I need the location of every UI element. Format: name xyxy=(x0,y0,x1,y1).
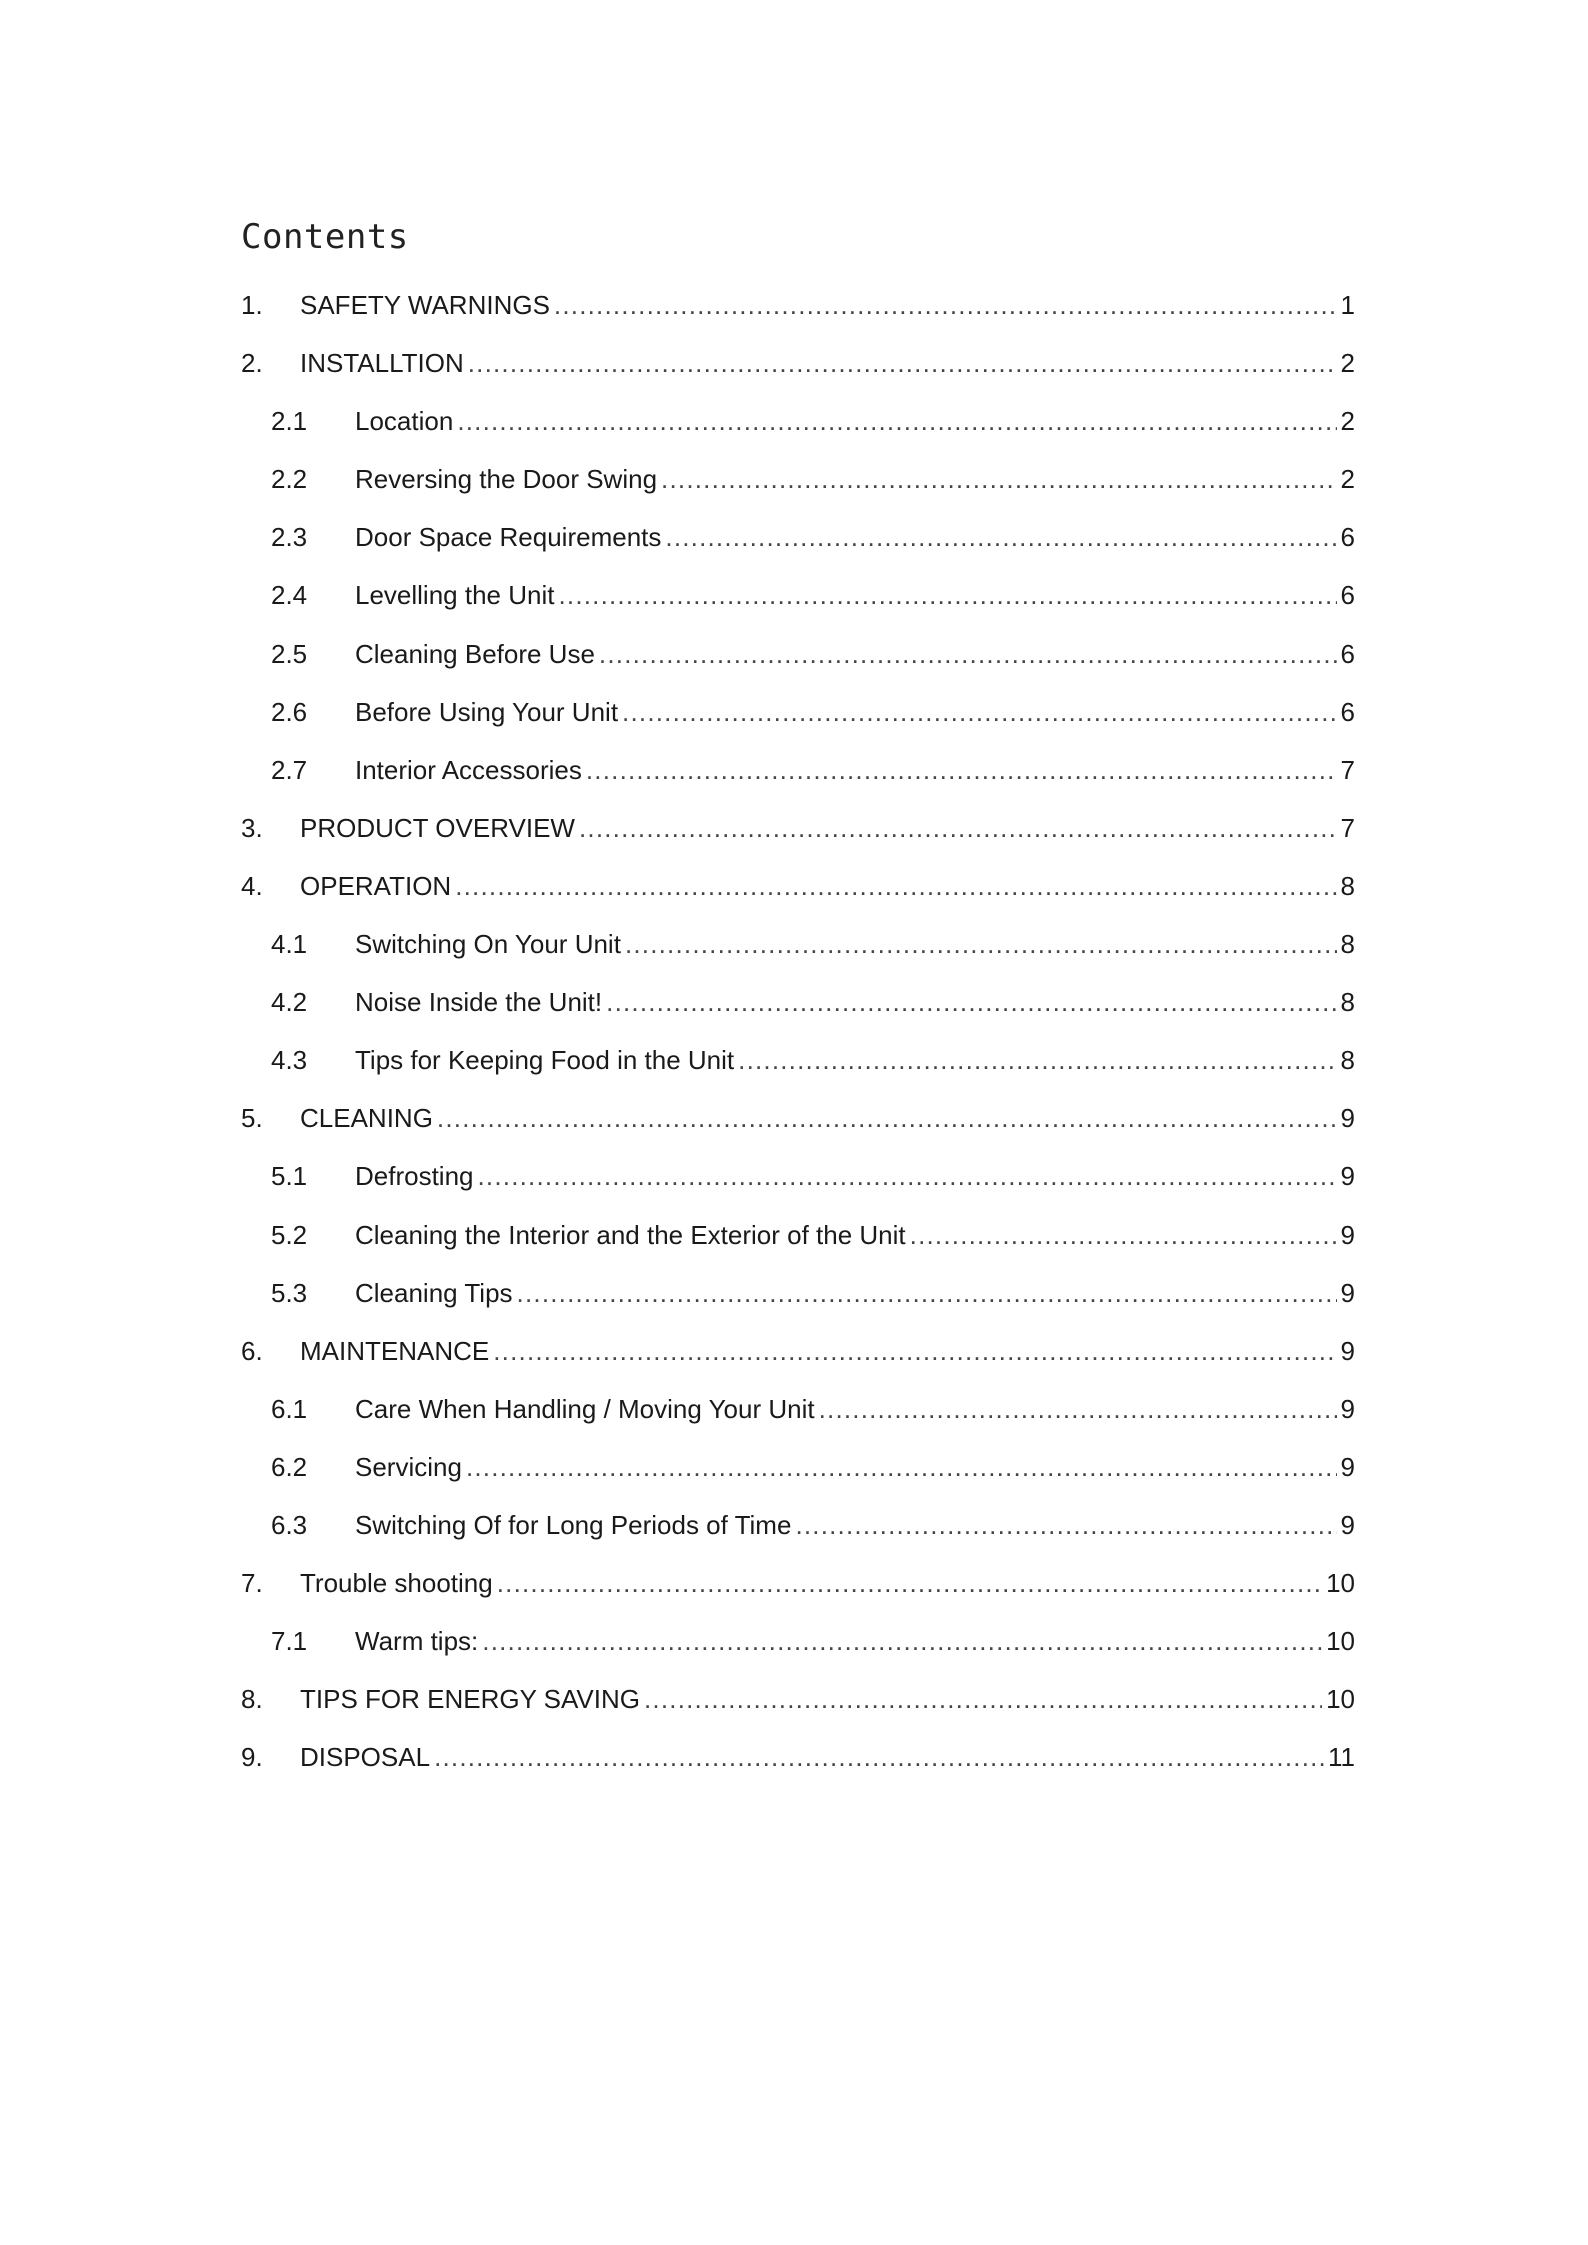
toc-entry-label[interactable]: Defrosting xyxy=(355,1161,474,1192)
dot-leader xyxy=(599,625,1337,683)
toc-entry-number: 1. xyxy=(241,290,263,320)
toc-entry-page-number: 6 xyxy=(1340,522,1355,553)
toc-entry[interactable] xyxy=(241,799,1355,857)
dot-leader xyxy=(579,799,1337,857)
dot-leader xyxy=(478,1147,1337,1205)
toc-entry-page-number: 8 xyxy=(1340,870,1355,901)
toc-entry-page-number: 8 xyxy=(1340,929,1355,960)
toc-entry[interactable] xyxy=(241,973,1355,1031)
toc-entry[interactable] xyxy=(241,450,1355,508)
toc-entry-page-number: 1 xyxy=(1340,290,1355,320)
dot-leader xyxy=(910,1206,1337,1264)
toc-entry[interactable] xyxy=(241,566,1355,624)
toc-entry-number: 4.1 xyxy=(271,929,308,960)
toc-entry-page-number: 7 xyxy=(1340,812,1355,843)
toc-entry-page-number: 6 xyxy=(1340,580,1355,611)
toc-entry-page-number: 2 xyxy=(1340,406,1355,437)
toc-entry-number: 3. xyxy=(241,812,263,843)
dot-leader xyxy=(434,1728,1324,1786)
toc-entry[interactable] xyxy=(241,508,1355,566)
toc-entry-number: 2.1 xyxy=(271,406,308,437)
toc-entry-page-number: 9 xyxy=(1340,1219,1355,1250)
dot-leader xyxy=(482,1612,1322,1670)
toc-entry-label[interactable]: MAINTENANCE xyxy=(300,1335,490,1366)
dot-leader xyxy=(558,566,1336,624)
toc-entry[interactable] xyxy=(241,334,1355,392)
dot-leader xyxy=(644,1670,1322,1728)
toc-entry[interactable] xyxy=(241,276,1355,334)
toc-entry-page-number: 9 xyxy=(1340,1103,1355,1134)
toc-entry-page-number: 11 xyxy=(1328,1742,1355,1773)
toc-entry-page-number: 9 xyxy=(1340,1451,1355,1482)
toc-entry-page-number: 2 xyxy=(1340,464,1355,495)
dot-leader xyxy=(622,683,1336,741)
toc-entry-page-number: 10 xyxy=(1326,1568,1355,1599)
toc-entry-page-number: 2 xyxy=(1340,348,1355,379)
toc-entry[interactable] xyxy=(241,1147,1355,1205)
toc-entry[interactable] xyxy=(241,1089,1355,1147)
dot-leader xyxy=(493,1322,1336,1380)
toc-entry-label[interactable]: Cleaning the Interior and the Exterior of the Unit xyxy=(355,1219,906,1250)
toc-entry-number: 2. xyxy=(241,348,263,379)
toc-entry-label[interactable]: TIPS FOR ENERGY SAVING xyxy=(300,1684,640,1715)
toc-entry[interactable] xyxy=(241,857,1355,915)
toc-entry-label[interactable]: Care When Handling / Moving Your Unit xyxy=(355,1393,815,1424)
toc-entry-page-number: 9 xyxy=(1340,1335,1355,1366)
dot-leader xyxy=(554,276,1337,334)
dot-leader xyxy=(466,1438,1337,1496)
toc-entry-label[interactable]: Door Space Requirements xyxy=(355,522,662,553)
toc-entry-number: 9. xyxy=(241,1742,263,1773)
toc-entry-number: 6.2 xyxy=(271,1451,308,1482)
toc-entry-page-number: 6 xyxy=(1340,638,1355,669)
toc-entry-number: 5.2 xyxy=(271,1219,308,1250)
dot-leader xyxy=(606,973,1336,1031)
toc-entry-label[interactable]: Warm tips: xyxy=(355,1626,479,1657)
toc-entry-number: 4.2 xyxy=(271,987,308,1018)
toc-entry-number: 2.7 xyxy=(271,754,308,785)
dot-leader xyxy=(517,1264,1337,1322)
toc-entry-label[interactable]: Levelling the Unit xyxy=(355,580,555,611)
toc-entry-label[interactable]: Noise Inside the Unit! xyxy=(355,987,603,1018)
dot-leader xyxy=(625,915,1337,973)
toc-entry-number: 8. xyxy=(241,1684,263,1715)
toc-entry[interactable] xyxy=(241,1670,1355,1728)
toc-entry-page-number: 9 xyxy=(1340,1509,1355,1540)
toc-entry-number: 6.3 xyxy=(271,1509,308,1540)
toc-entry-label[interactable]: OPERATION xyxy=(300,870,452,901)
toc-entry[interactable] xyxy=(241,1438,1355,1496)
toc-entry-number: 7. xyxy=(241,1568,263,1599)
toc-entry-page-number: 8 xyxy=(1340,987,1355,1018)
toc-entry[interactable] xyxy=(241,741,1355,799)
page-title: Contents xyxy=(241,217,409,257)
toc-entry-label[interactable]: CLEANING xyxy=(300,1103,433,1134)
toc-entry-label[interactable]: Trouble shooting xyxy=(300,1568,493,1599)
dot-leader xyxy=(586,741,1337,799)
toc-entry[interactable] xyxy=(241,1728,1355,1786)
toc-entry-page-number: 8 xyxy=(1340,1045,1355,1076)
toc-entry-number: 4. xyxy=(241,870,263,901)
toc-entry-page-number: 10 xyxy=(1326,1684,1355,1715)
toc-entry-label[interactable]: Tips for Keeping Food in the Unit xyxy=(355,1045,735,1076)
toc-entry-number: 4.3 xyxy=(271,1045,308,1076)
toc-entry[interactable] xyxy=(241,1206,1355,1264)
dot-leader xyxy=(819,1380,1337,1438)
toc-entry-page-number: 9 xyxy=(1340,1161,1355,1192)
toc-entry-number: 5. xyxy=(241,1103,263,1134)
toc-entry[interactable] xyxy=(241,915,1355,973)
dot-leader xyxy=(497,1554,1322,1612)
toc-entry-label[interactable]: Servicing xyxy=(355,1451,462,1482)
toc-entry[interactable] xyxy=(241,1031,1355,1089)
toc-entry-page-number: 10 xyxy=(1326,1626,1355,1657)
dot-leader xyxy=(738,1031,1336,1089)
toc-entry-page-number: 9 xyxy=(1340,1393,1355,1424)
toc-entry[interactable] xyxy=(241,625,1355,683)
toc-entry-page-number: 9 xyxy=(1340,1277,1355,1308)
toc-entry-label[interactable]: Interior Accessories xyxy=(355,754,582,785)
toc-entry[interactable] xyxy=(241,683,1355,741)
toc-entry-label[interactable]: Cleaning Tips xyxy=(355,1277,513,1308)
toc-entry-number: 5.3 xyxy=(271,1277,308,1308)
toc-entry-label[interactable]: INSTALLTION xyxy=(300,348,464,379)
toc-entry-number: 6.1 xyxy=(271,1393,308,1424)
toc-entry-label[interactable]: PRODUCT OVERVIEW xyxy=(300,812,575,843)
toc-entry-number: 5.1 xyxy=(271,1161,308,1192)
toc-entry[interactable] xyxy=(241,1322,1355,1380)
toc-entry-label[interactable]: DISPOSAL xyxy=(300,1742,431,1773)
dot-leader xyxy=(665,508,1336,566)
toc-entry-number: 2.3 xyxy=(271,522,308,553)
dot-leader xyxy=(661,450,1336,508)
toc-entry-page-number: 7 xyxy=(1340,754,1355,785)
dot-leader xyxy=(457,392,1336,450)
toc-entry-label[interactable]: Before Using Your Unit xyxy=(355,696,619,727)
toc-entry-number: 6. xyxy=(241,1335,263,1366)
toc-entry[interactable] xyxy=(241,1612,1355,1670)
toc-entry-label[interactable]: Switching Of for Long Periods of Time xyxy=(355,1509,792,1540)
toc-entry[interactable] xyxy=(241,392,1355,450)
toc-entry[interactable] xyxy=(241,1264,1355,1322)
toc-entry[interactable] xyxy=(241,1554,1355,1612)
dot-leader xyxy=(455,857,1336,915)
toc-entry-number: 2.6 xyxy=(271,696,308,727)
toc-entry-label[interactable]: Cleaning Before Use xyxy=(355,638,595,669)
toc-entry-label[interactable]: Location xyxy=(355,406,454,437)
dot-leader xyxy=(437,1089,1337,1147)
table-of-contents xyxy=(241,276,1355,1786)
toc-entry-page-number: 6 xyxy=(1340,696,1355,727)
toc-entry-label[interactable]: Switching On Your Unit xyxy=(355,929,621,960)
toc-entry-number: 2.5 xyxy=(271,638,308,669)
toc-entry-number: 2.4 xyxy=(271,580,308,611)
toc-entry[interactable] xyxy=(241,1380,1355,1438)
dot-leader xyxy=(468,334,1337,392)
toc-entry-number: 7.1 xyxy=(271,1626,308,1657)
toc-entry-number: 2.2 xyxy=(271,464,308,495)
dot-leader xyxy=(795,1496,1336,1554)
toc-entry-label[interactable]: Reversing the Door Swing xyxy=(355,464,658,495)
toc-entry[interactable] xyxy=(241,1496,1355,1554)
toc-entry-label[interactable]: SAFETY WARNINGS xyxy=(300,290,550,320)
